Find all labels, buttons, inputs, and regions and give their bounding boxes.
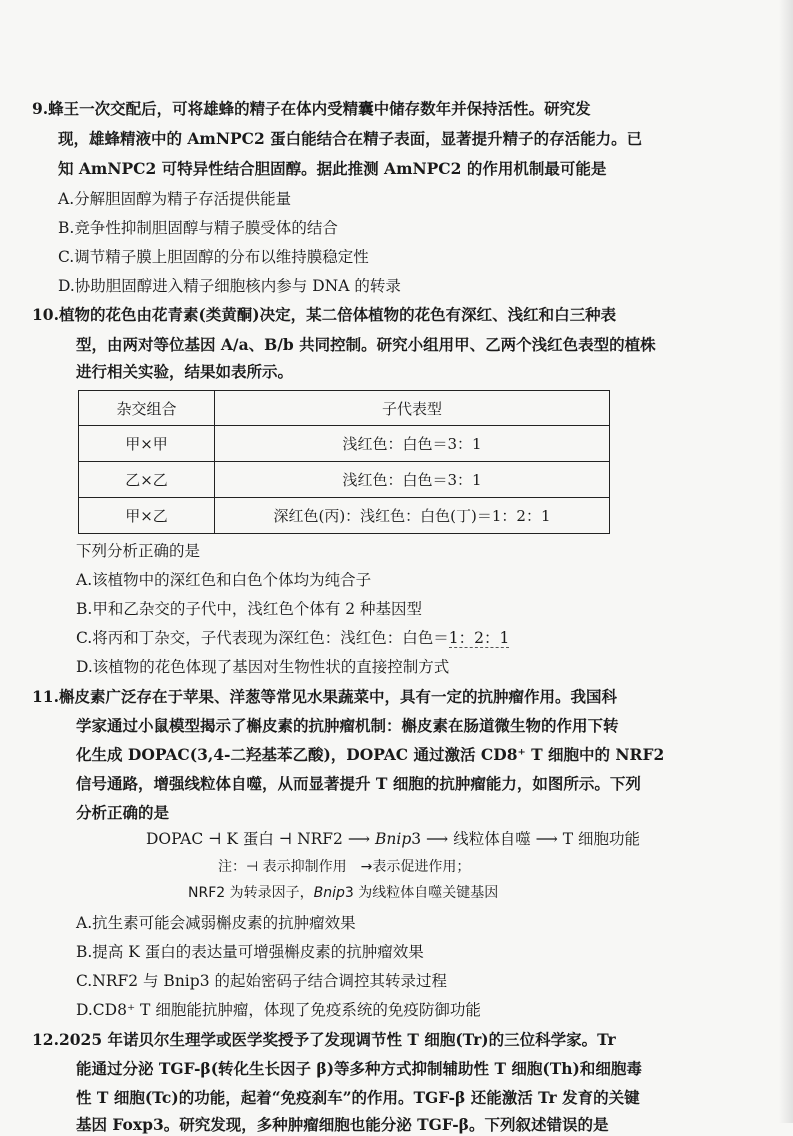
pathway-part-1: DOPAC ⊣ K 蛋白 ⊣ NRF2 ⟶ xyxy=(146,830,375,848)
table-cell-offspring: 浅红色：白色＝3：1 xyxy=(215,462,610,498)
table-cell-offspring: 深红色(丙)：浅红色：白色(丁)＝1：2：1 xyxy=(215,498,610,534)
q12-stem-line-4: 基因 Foxp3。研究发现，多种肿瘤细胞也能分泌 TGF-β。下列叙述错误的是 xyxy=(76,1115,609,1134)
q10-stem-line-2: 型，由两对等位基因 A/a、B/b 共同控制。研究小组用甲、乙两个浅红色表型的植株 xyxy=(76,335,656,354)
q10-option-c-text: C.将丙和丁杂交，子代表现为深红色：浅红色：白色＝ xyxy=(76,629,449,647)
q10-option-d: D.该植物的花色体现了基因对生物性状的直接控制方式 xyxy=(76,658,450,676)
q11-option-b: B.提高 K 蛋白的表达量可增强槲皮素的抗肿瘤效果 xyxy=(76,943,424,961)
table-row xyxy=(79,462,610,498)
q10-question-stem: 下列分析正确的是 xyxy=(76,542,201,560)
q12-stem-line-2: 能通过分泌 TGF-β(转化生长因子 β)等多种方式抑制辅助性 T 细胞(Th)和细胞毒 xyxy=(76,1059,642,1078)
table-cell-cross: 甲×乙 xyxy=(79,498,215,534)
pathway-note-2-gene: Bnip xyxy=(313,885,345,901)
q11-stem-line-5: 分析正确的是 xyxy=(76,803,170,822)
q10-stem-line-1: 10.植物的花色由花青素(类黄酮)决定，某二倍体植物的花色有深红、浅红和白三种表 xyxy=(32,305,617,324)
q10-option-c-ratio: 1：2：1 xyxy=(448,629,510,647)
q9-stem-line-3: 知 AmNPC2 可特异性结合胆固醇。据此推测 AmNPC2 的作用机制最可能是 xyxy=(58,159,607,178)
q10-option-b: B.甲和乙杂交的子代中，浅红色个体有 2 种基因型 xyxy=(76,600,423,618)
pathway-note-1: 注：⊣ 表示抑制作用 →表示促进作用； xyxy=(218,859,471,875)
q11-stem-line-2: 学家通过小鼠模型揭示了槲皮素的抗肿瘤机制：槲皮素在肠道微生物的作用下转 xyxy=(76,716,619,735)
q9-option-d: D.协助胆固醇进入精子细胞核内参与 DNA 的转录 xyxy=(58,277,401,295)
q9-stem-line-2: 现，雄蜂精液中的 AmNPC2 蛋白能结合在精子表面，显著提升精子的存活能力。已 xyxy=(58,129,643,148)
q12-stem-line-3: 性 T 细胞(Tc)的功能，起着“免疫刹车”的作用。TGF-β 还能激活 Tr 发育的关键 xyxy=(76,1088,640,1107)
page-edge-shadow xyxy=(779,0,793,1123)
table-cell-cross: 甲×甲 xyxy=(79,426,215,462)
table-row xyxy=(79,498,610,534)
q11-option-d: D.CD8⁺ T 细胞能抗肿瘤，体现了免疫系统的免疫防御功能 xyxy=(76,1001,481,1019)
table-cell-cross: 乙×乙 xyxy=(79,462,215,498)
q11-option-a: A.抗生素可能会减弱槲皮素的抗肿瘤效果 xyxy=(76,914,356,932)
q11-stem-line-3: 化生成 DOPAC(3,4-二羟基苯乙酸)，DOPAC 通过激活 CD8⁺ T 细胞中的 NRF2 xyxy=(76,745,665,764)
q11-option-c: C.NRF2 与 Bnip3 的起始密码子结合调控其转录过程 xyxy=(76,972,447,990)
table-header-cross: 杂交组合 xyxy=(79,391,215,426)
table-header-row xyxy=(79,391,610,426)
q9-option-c: C.调节精子膜上胆固醇的分布以维持膜稳定性 xyxy=(58,248,369,266)
pathway-note-2-b: 3 为线粒体自噬关键基因 xyxy=(344,885,499,901)
q11-stem-line-1: 11.槲皮素广泛存在于苹果、洋葱等常见水果蔬菜中，具有一定的抗肿瘤作用。我国科 xyxy=(32,687,617,706)
pathway-gene-name: Bnip xyxy=(375,830,412,848)
table-cell-offspring: 浅红色：白色＝3：1 xyxy=(215,426,610,462)
q9-option-b: B.竞争性抑制胆固醇与精子膜受体的结合 xyxy=(58,219,338,237)
pathway-note-2 xyxy=(188,883,498,903)
q11-stem-line-4: 信号通路，增强线粒体自噬，从而显著提升 T 细胞的抗肿瘤能力，如图所示。下列 xyxy=(76,774,641,793)
q10-option-c xyxy=(76,627,509,649)
q12-stem-line-1: 12.2025 年诺贝尔生理学或医学奖授予了发现调节性 T 细胞(Tr)的三位科学家。Tr xyxy=(32,1030,616,1049)
q10-option-a: A.该植物中的深红色和白色个体均为纯合子 xyxy=(76,571,372,589)
q10-stem-line-3: 进行相关实验，结果如表所示。 xyxy=(76,362,294,381)
pathway-part-2: 3 ⟶ 线粒体自噬 ⟶ T 细胞功能 xyxy=(411,830,641,848)
pathway-note-2-a: NRF2 为转录因子， xyxy=(188,885,314,901)
q9-option-a: A.分解胆固醇为精子存活提供能量 xyxy=(58,190,292,208)
q9-stem-line-1: 9.蜂王一次交配后，可将雄蜂的精子在体内受精囊中储存数年并保持活性。研究发 xyxy=(32,99,591,118)
pathway-diagram xyxy=(146,828,646,850)
table-header-offspring: 子代表型 xyxy=(215,391,610,426)
cross-results-table xyxy=(78,390,610,534)
table-row xyxy=(79,426,610,462)
